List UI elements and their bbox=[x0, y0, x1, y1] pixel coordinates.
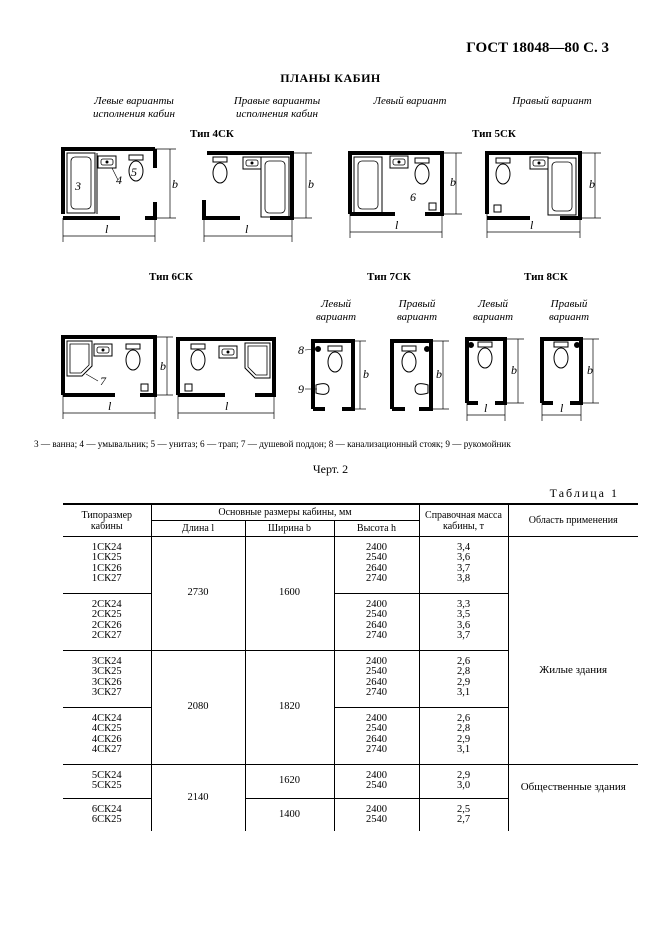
table-caption: Таблица 1 bbox=[549, 486, 619, 500]
figure-legend: 3 — ванна; 4 — умывальник; 5 — унитаз; 6 — трап; 7 — душевой поддон; 8 — канализационный стояк; 9 — рукомойник bbox=[34, 439, 511, 449]
plan-8sk-right bbox=[542, 339, 581, 403]
plan-6sk-right bbox=[178, 339, 274, 395]
callout-6: 6 bbox=[410, 190, 416, 204]
svg-text:l: l bbox=[105, 222, 109, 236]
dimension-lines bbox=[63, 149, 601, 421]
header-area: Область применения bbox=[508, 504, 638, 537]
plan-6sk-left bbox=[63, 337, 155, 395]
variant-label: Правый вариант bbox=[548, 298, 590, 323]
area-value: Общественные здания bbox=[508, 765, 638, 832]
table-row: 6СК24 6СК25 1400 2400 2540 2,5 2,7 bbox=[63, 799, 638, 832]
table-row: 4СК24 4СК25 4СК26 4СК27 2400 2540 2640 2740 2,6 2,8 2,9 3,1 bbox=[63, 708, 638, 765]
header-length: Длина l bbox=[151, 521, 245, 537]
width-value: 1820 bbox=[245, 651, 334, 765]
variant-label: Левый вариант bbox=[373, 95, 447, 107]
width-value: 1600 bbox=[245, 537, 334, 651]
variant-label: Левый вариант bbox=[315, 298, 357, 323]
svg-text:b: b bbox=[172, 177, 178, 191]
callout-9: 9 bbox=[298, 382, 304, 396]
table-row: 3СК24 3СК25 3СК26 3СК27 2080 1820 2400 2540 2640 2740 2,6 2,8 2,9 3,1 bbox=[63, 651, 638, 708]
svg-text:l: l bbox=[530, 218, 534, 232]
svg-text:b: b bbox=[308, 177, 314, 191]
type-label-4sk: Тип 4СК bbox=[190, 128, 234, 140]
svg-text:b: b bbox=[436, 367, 442, 381]
svg-text:b: b bbox=[450, 175, 456, 189]
type-label-7sk: Тип 7СК bbox=[367, 271, 411, 283]
cabin-plans-drawing bbox=[0, 0, 661, 436]
area-value: Жилые здания bbox=[539, 664, 608, 677]
variant-label: Левый вариант bbox=[472, 298, 514, 323]
svg-text:l: l bbox=[484, 401, 488, 415]
variant-label: Правый вариант bbox=[512, 95, 592, 107]
variant-label: Правый вариант bbox=[396, 298, 438, 323]
svg-text:b: b bbox=[363, 367, 369, 381]
svg-text:b: b bbox=[587, 363, 593, 377]
type-label-6sk: Тип 6СК bbox=[149, 271, 193, 283]
svg-text:l: l bbox=[245, 222, 249, 236]
plan-5sk-left bbox=[350, 153, 442, 214]
table-row: 2СК24 2СК25 2СК26 2СК27 2400 2540 2640 2740 3,3 3,5 3,6 3,7 bbox=[63, 594, 638, 651]
figure-caption: Черт. 2 bbox=[312, 462, 349, 476]
callout-7: 7 bbox=[100, 374, 106, 388]
svg-text:b: b bbox=[511, 363, 517, 377]
width-value: 1620 bbox=[245, 765, 334, 799]
cabin-sizes-table bbox=[63, 503, 638, 831]
svg-text:l: l bbox=[108, 399, 112, 413]
header-mass: Справочная масса кабины, т bbox=[419, 504, 508, 537]
length-value: 2140 bbox=[151, 765, 245, 832]
plan-7sk-right bbox=[392, 341, 431, 409]
plan-8sk-left bbox=[467, 339, 505, 403]
width-value: 1400 bbox=[245, 799, 334, 832]
svg-text:b: b bbox=[160, 359, 166, 373]
callout-5: 5 bbox=[131, 165, 137, 179]
svg-text:l: l bbox=[225, 399, 229, 413]
header-type: Типоразмер кабины bbox=[63, 504, 151, 537]
length-value: 2730 bbox=[151, 537, 245, 651]
length-value: 2080 bbox=[151, 651, 245, 765]
callout-4: 4 bbox=[116, 173, 122, 187]
plan-4sk-right bbox=[204, 153, 292, 218]
header-width: Ширина b bbox=[245, 521, 334, 537]
svg-text:l: l bbox=[560, 401, 564, 415]
svg-text:l: l bbox=[395, 218, 399, 232]
plan-7sk-left bbox=[313, 341, 353, 409]
callout-8: 8 bbox=[298, 343, 304, 357]
section-title: ПЛАНЫ КАБИН bbox=[280, 71, 381, 85]
variant-label: Левые варианты исполнения кабин bbox=[93, 95, 175, 120]
header-height: Высота h bbox=[334, 521, 419, 537]
type-label-5sk: Тип 5СК bbox=[472, 128, 516, 140]
svg-text:b: b bbox=[589, 177, 595, 191]
variant-label: Правые варианты исполнения кабин bbox=[233, 95, 321, 120]
header-main-dims: Основные размеры кабины, мм bbox=[151, 504, 419, 521]
callout-3: 3 bbox=[75, 179, 81, 193]
table-row: 1СК24 1СК25 1СК26 1СК27 2730 1600 2400 2540 2640 2740 3,4 3,6 3,7 3,8 Жилые здания bbox=[63, 537, 638, 594]
plan-5sk-right bbox=[487, 153, 580, 218]
type-label-8sk: Тип 8СК bbox=[524, 271, 568, 283]
table-row: 5СК24 5СК25 2140 1620 2400 2540 2,9 3,0 Общественные здания bbox=[63, 765, 638, 799]
page-header: ГОСТ 18048—80 С. 3 bbox=[466, 40, 609, 56]
